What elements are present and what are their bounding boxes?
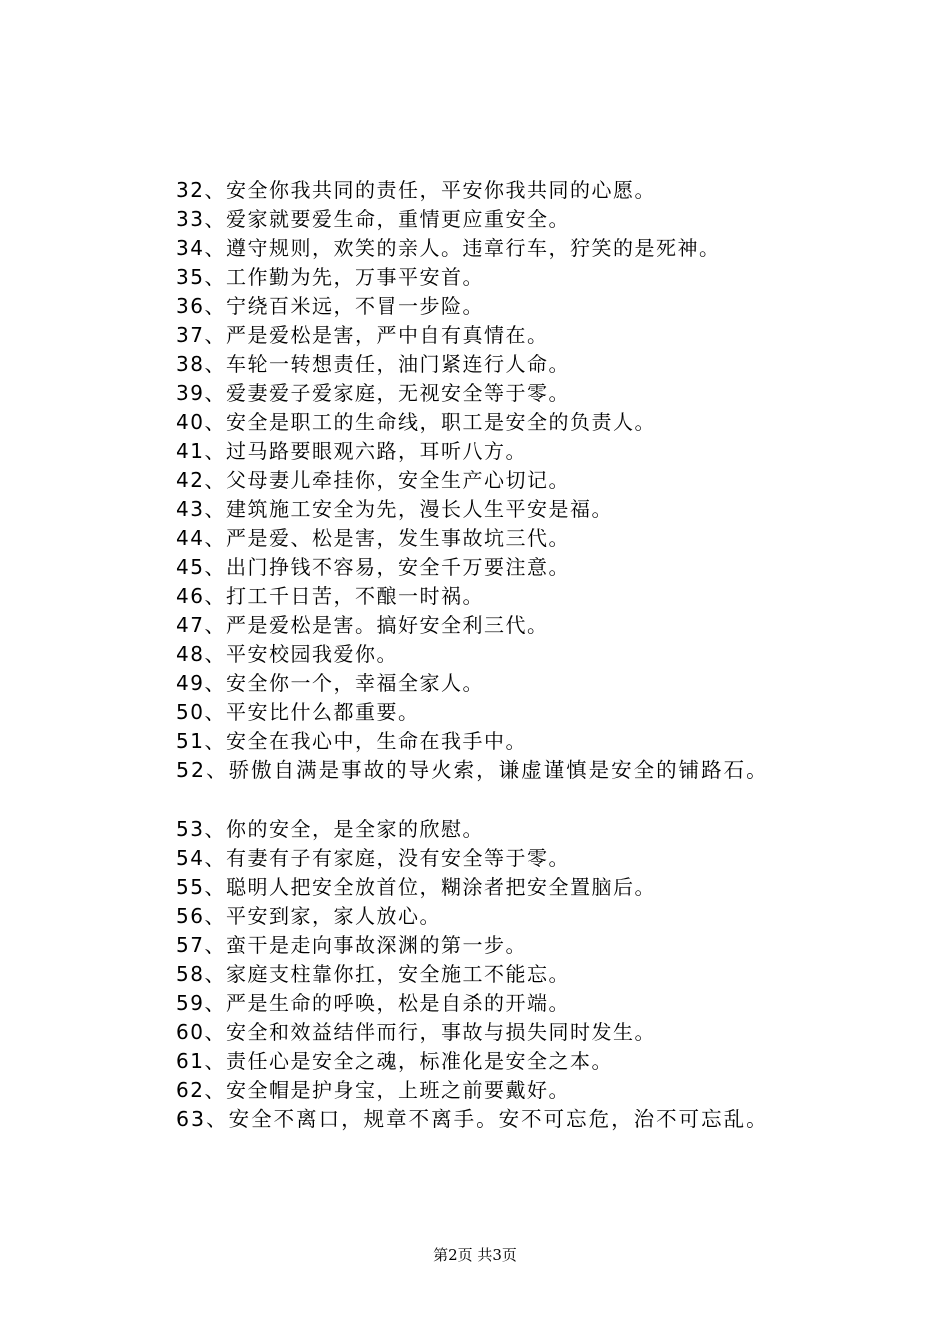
page-footer bbox=[0, 1244, 950, 1265]
list-item: 43、建筑施工安全为先，漫长人生平安是福。 bbox=[176, 497, 613, 521]
list-item: 39、爱妻爱子爱家庭，无视安全等于零。 bbox=[176, 381, 570, 405]
list-item: 61、责任心是安全之魂，标准化是安全之本。 bbox=[176, 1049, 613, 1073]
list-item: 54、有妻有子有家庭，没有安全等于零。 bbox=[176, 846, 570, 870]
list-item: 51、安全在我心中，生命在我手中。 bbox=[176, 729, 527, 753]
list-item: 59、严是生命的呼唤，松是自杀的开端。 bbox=[176, 991, 570, 1015]
list-item: 49、安全你一个，幸福全家人。 bbox=[176, 671, 484, 695]
list-item: 42、父母妻儿牵挂你，安全生产心切记。 bbox=[176, 468, 570, 492]
list-item: 55、聪明人把安全放首位，糊涂者把安全置脑后。 bbox=[176, 875, 656, 899]
list-item: 62、安全帽是护身宝，上班之前要戴好。 bbox=[176, 1078, 570, 1102]
list-item: 53、你的安全，是全家的欣慰。 bbox=[176, 817, 484, 841]
list-item: 52、骄傲自满是事故的导火索，谦虚谨慎是安全的铺路石。 bbox=[176, 758, 769, 782]
list-item: 44、严是爱、松是害，发生事故坑三代。 bbox=[176, 526, 570, 550]
list-item: 40、安全是职工的生命线，职工是安全的负责人。 bbox=[176, 410, 656, 434]
list-item: 48、平安校园我爱你。 bbox=[176, 642, 398, 666]
list-item: 56、平安到家，家人放心。 bbox=[176, 904, 441, 928]
list-item: 45、出门挣钱不容易，安全千万要注意。 bbox=[176, 555, 570, 579]
list-item: 37、严是爱松是害，严中自有真情在。 bbox=[176, 323, 549, 347]
list-item: 41、过马路要眼观六路，耳听八方。 bbox=[176, 439, 527, 463]
list-item: 34、遵守规则，欢笑的亲人。违章行车，狞笑的是死神。 bbox=[176, 236, 721, 260]
paragraph-gap bbox=[176, 785, 896, 815]
list-item: 33、爱家就要爱生命，重情更应重安全。 bbox=[176, 207, 570, 231]
list-item: 63、安全不离口，规章不离手。安不可忘危，治不可忘乱。 bbox=[176, 1107, 769, 1131]
list-item: 50、平安比什么都重要。 bbox=[176, 700, 420, 724]
slogan-list bbox=[176, 176, 896, 1134]
list-item: 35、工作勤为先，万事平安首。 bbox=[176, 265, 484, 289]
list-item: 32、安全你我共同的责任，平安你我共同的心愿。 bbox=[176, 178, 656, 202]
list-item: 57、蛮干是走向事故深渊的第一步。 bbox=[176, 933, 527, 957]
list-item: 36、宁绕百米远，不冒一步险。 bbox=[176, 294, 484, 318]
list-item: 46、打工千日苦，不酿一时祸。 bbox=[176, 584, 484, 608]
list-item: 60、安全和效益结伴而行，事故与损失同时发生。 bbox=[176, 1020, 656, 1044]
list-item: 58、家庭支柱靠你扛，安全施工不能忘。 bbox=[176, 962, 570, 986]
list-item: 38、车轮一转想责任，油门紧连行人命。 bbox=[176, 352, 570, 376]
page-number-label: 第2页 共3页 bbox=[433, 1246, 517, 1264]
list-item: 47、严是爱松是害。搞好安全利三代。 bbox=[176, 613, 549, 637]
